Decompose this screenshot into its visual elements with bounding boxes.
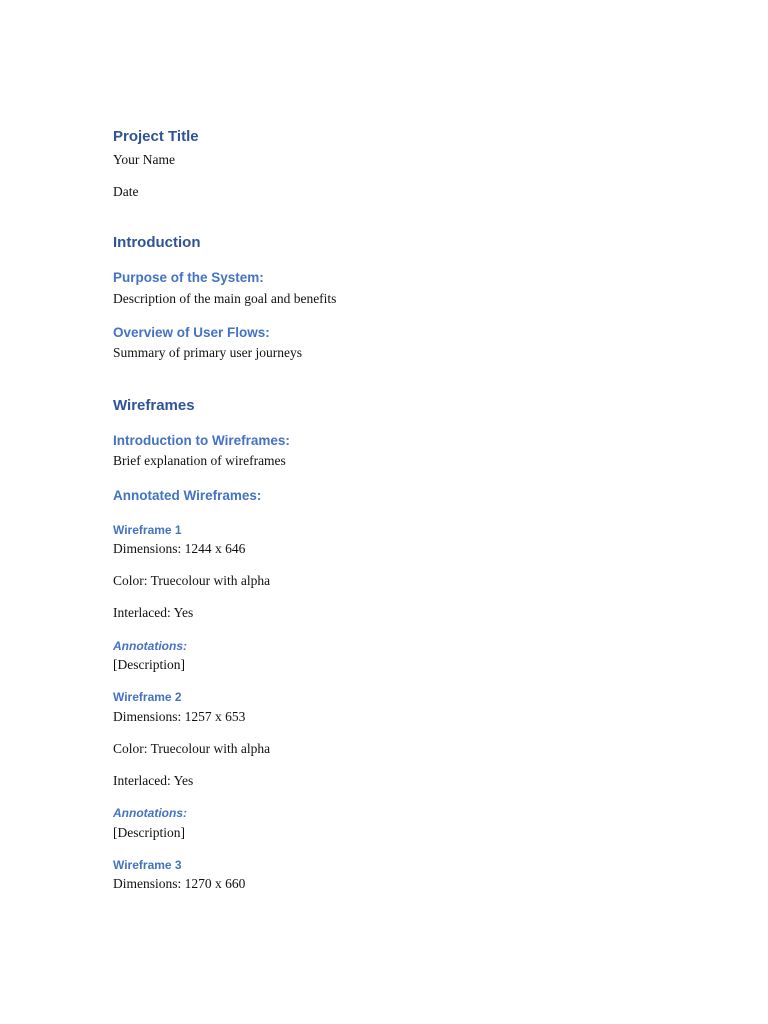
overview-text: Summary of primary user journeys xyxy=(113,344,302,360)
wireframes-intro-text: Brief explanation of wireframes xyxy=(113,453,286,469)
wireframe-2-annotations-label: Annotations: xyxy=(113,806,187,821)
wireframe-1-title: Wireframe 1 xyxy=(113,522,182,537)
purpose-heading: Purpose of the System: xyxy=(113,270,264,286)
wireframe-3-title: Wireframe 3 xyxy=(113,857,182,872)
annotated-wireframes-heading: Annotated Wireframes: xyxy=(113,487,262,503)
wireframe-2-description: [Description] xyxy=(113,824,185,840)
project-title: Project Title xyxy=(113,128,199,145)
wireframe-2-dimensions: Dimensions: 1257 x 653 xyxy=(113,708,246,724)
document-date: Date xyxy=(113,184,139,200)
wireframe-1-annotations-label: Annotations: xyxy=(113,638,187,653)
wireframe-3-dimensions: Dimensions: 1270 x 660 xyxy=(113,876,246,892)
document-page xyxy=(113,124,673,892)
overview-heading: Overview of User Flows: xyxy=(113,324,270,340)
wireframe-1-description: [Description] xyxy=(113,657,185,673)
wireframe-1-interlaced: Interlaced: Yes xyxy=(113,605,194,621)
introduction-heading: Introduction xyxy=(113,234,201,252)
wireframe-2-interlaced: Interlaced: Yes xyxy=(113,772,194,788)
author-name: Your Name xyxy=(113,152,176,167)
wireframes-heading: Wireframes xyxy=(113,397,195,415)
wireframe-1-dimensions: Dimensions: 1244 x 646 xyxy=(113,541,246,557)
wireframe-1-color: Color: Truecolour with alpha xyxy=(113,573,271,589)
wireframe-2-color: Color: Truecolour with alpha xyxy=(113,740,271,756)
purpose-text: Description of the main goal and benefits xyxy=(113,290,337,306)
wireframe-2-title: Wireframe 2 xyxy=(113,690,182,705)
wireframes-intro-heading: Introduction to Wireframes: xyxy=(113,433,290,449)
